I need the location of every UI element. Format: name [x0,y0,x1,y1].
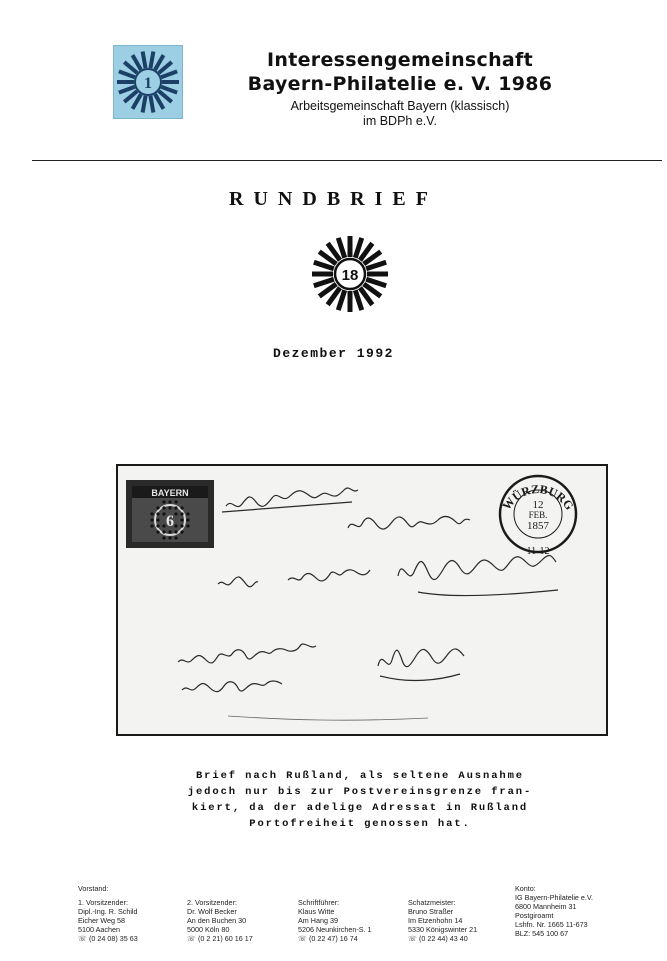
caption-line-2: jedoch nur bis zur Postvereinsgrenze fran- [187,786,533,798]
cancel-dot [156,524,159,527]
document-title: RUNDBRIEF [229,188,438,210]
sun-ray [150,96,153,113]
sun-ray [314,262,334,268]
cancel-dot [180,530,183,533]
postmark-year: 1857 [527,520,549,532]
society-name-line2: Bayern-Philatelie e. V. 1986 [247,73,553,95]
footer-line: 5206 Neunkirchen-S. 1 [298,925,372,934]
bayern-stamp-logo [113,45,183,119]
cancel-dot [162,530,165,533]
cancel-dot [180,518,183,521]
cover-caption [125,768,595,832]
society-affiliation: im BDPh e.V. [363,114,437,128]
cancel-dot [180,506,183,509]
cancel-dot [168,530,171,533]
footer-line: Eicher Weg 58 [78,916,126,925]
cover-letter-photo [116,464,608,736]
svg-text:6: 6 [166,513,174,530]
postmark-city: WÜRZBURG [499,481,577,513]
footer-col-label: Schriftführer: [298,898,340,907]
postmark-time: 11-12 [526,546,550,557]
cancel-dot [174,524,177,527]
board-footer [78,884,638,954]
footer-line: 6800 Mannheim 31 [515,902,577,911]
cover-stamp [126,480,214,548]
cancel-dot [180,524,183,527]
sun-ray [143,96,146,113]
footer-line: Postgiroamt [515,911,554,920]
postmark-month: FEB. [528,510,548,520]
sun-ray [161,71,177,77]
caption-line-4: Portofreiheit genossen hat. [249,818,471,830]
footer-col-treasurer [408,898,512,943]
footer-col-label: 2. Vorsitzender: [187,898,237,907]
society-subtitle: Arbeitsgemeinschaft Bayern (klassisch) [290,99,510,113]
sun-ray [355,290,361,310]
footer-line: Bruno Straßer [408,907,454,916]
header-divider [32,160,662,161]
vorstand-label: Vorstand: [78,884,109,893]
footer-line: ☏ (0 22 47) 16 74 [298,934,358,943]
footer-col-secretary [298,898,402,943]
footer-col-label: 1. Vorsitzender: [78,898,128,907]
footer-line: IG Bayern-Philatelie e.V. [515,893,594,902]
cancel-dot [168,500,171,503]
footer-line: 5000 Köln 80 [187,925,230,934]
cancel-dot [174,536,177,539]
footer-col-label: Konto: [515,884,536,893]
sun-ray [150,51,153,68]
cancel-dot [174,512,177,515]
sun-ray [119,71,135,77]
cancel-dot [186,512,189,515]
cancel-dot [174,506,177,509]
footer-line: Lshfn. Nr. 1665 11-673 [515,920,588,929]
sun-ray [366,279,386,285]
issue-sun-emblem [310,234,390,314]
footer-line: An den Buchen 30 [187,916,247,925]
cancel-dot [162,506,165,509]
cancel-dot [174,530,177,533]
cancel-dot [162,512,165,515]
footer-line: Im Etzenhohn 14 [408,916,463,925]
cancel-dot [150,512,153,515]
cancel-dot [156,506,159,509]
footer-line: BLZ: 545 100 67 [515,929,569,938]
issue-date: Dezember 1992 [273,346,394,361]
cancel-dot [162,524,165,527]
cancel-dot [186,524,189,527]
footer-col-label: Schatzmeister: [408,898,456,907]
sun-ray [161,87,177,93]
footer-line: ☏ (0 24 08) 35 63 [78,934,138,943]
footer-line: ☏ (0 2 21) 60 16 17 [187,934,253,943]
issue-number: 18 [341,267,359,284]
sun-ray [143,51,146,68]
footer-col-vice-chairman [187,898,291,943]
postmark-day: 12 [532,499,544,511]
caption-line-3: kiert, da der adelige Adressat in Rußland [191,802,529,814]
cancel-dot [162,536,165,539]
cancel-dot [168,506,171,509]
postmark [499,476,576,557]
footer-line: 5100 Aachen [78,925,120,934]
cancel-dot [156,518,159,521]
footer-line: Dipl.-Ing. R. Schild [78,907,138,916]
cancel-dot [156,530,159,533]
cancel-dot [186,518,189,521]
society-name-line1: Interessengemeinschaft [267,49,533,71]
sun-ray [366,262,386,268]
sun-ray [355,238,361,258]
cancel-dot [156,512,159,515]
stamp-number: 1 [144,75,152,92]
footer-line: Klaus Witte [298,907,335,916]
caption-line-1: Brief nach Rußland, als seltene Ausnahme [195,770,525,782]
footer-line: 5330 Königswinter 21 [408,925,478,934]
cancel-dot [180,512,183,515]
cancel-dot [150,524,153,527]
cancel-dot [150,518,153,521]
sun-ray [314,279,334,285]
footer-line: Am Hang 39 [298,916,338,925]
society-header [190,48,610,129]
footer-line: ☏ (0 22 44) 43 40 [408,934,468,943]
cancel-dot [162,500,165,503]
footer-line: Dr. Wolf Becker [187,907,237,916]
cancel-dot [174,500,177,503]
footer-col-account [515,884,619,938]
cover-stamp-text: BAYERN [151,488,189,498]
footer-col-chairman [78,898,182,943]
sun-ray [338,238,344,258]
sun-ray [338,290,344,310]
cancel-dot [168,536,171,539]
sun-ray [119,87,135,93]
